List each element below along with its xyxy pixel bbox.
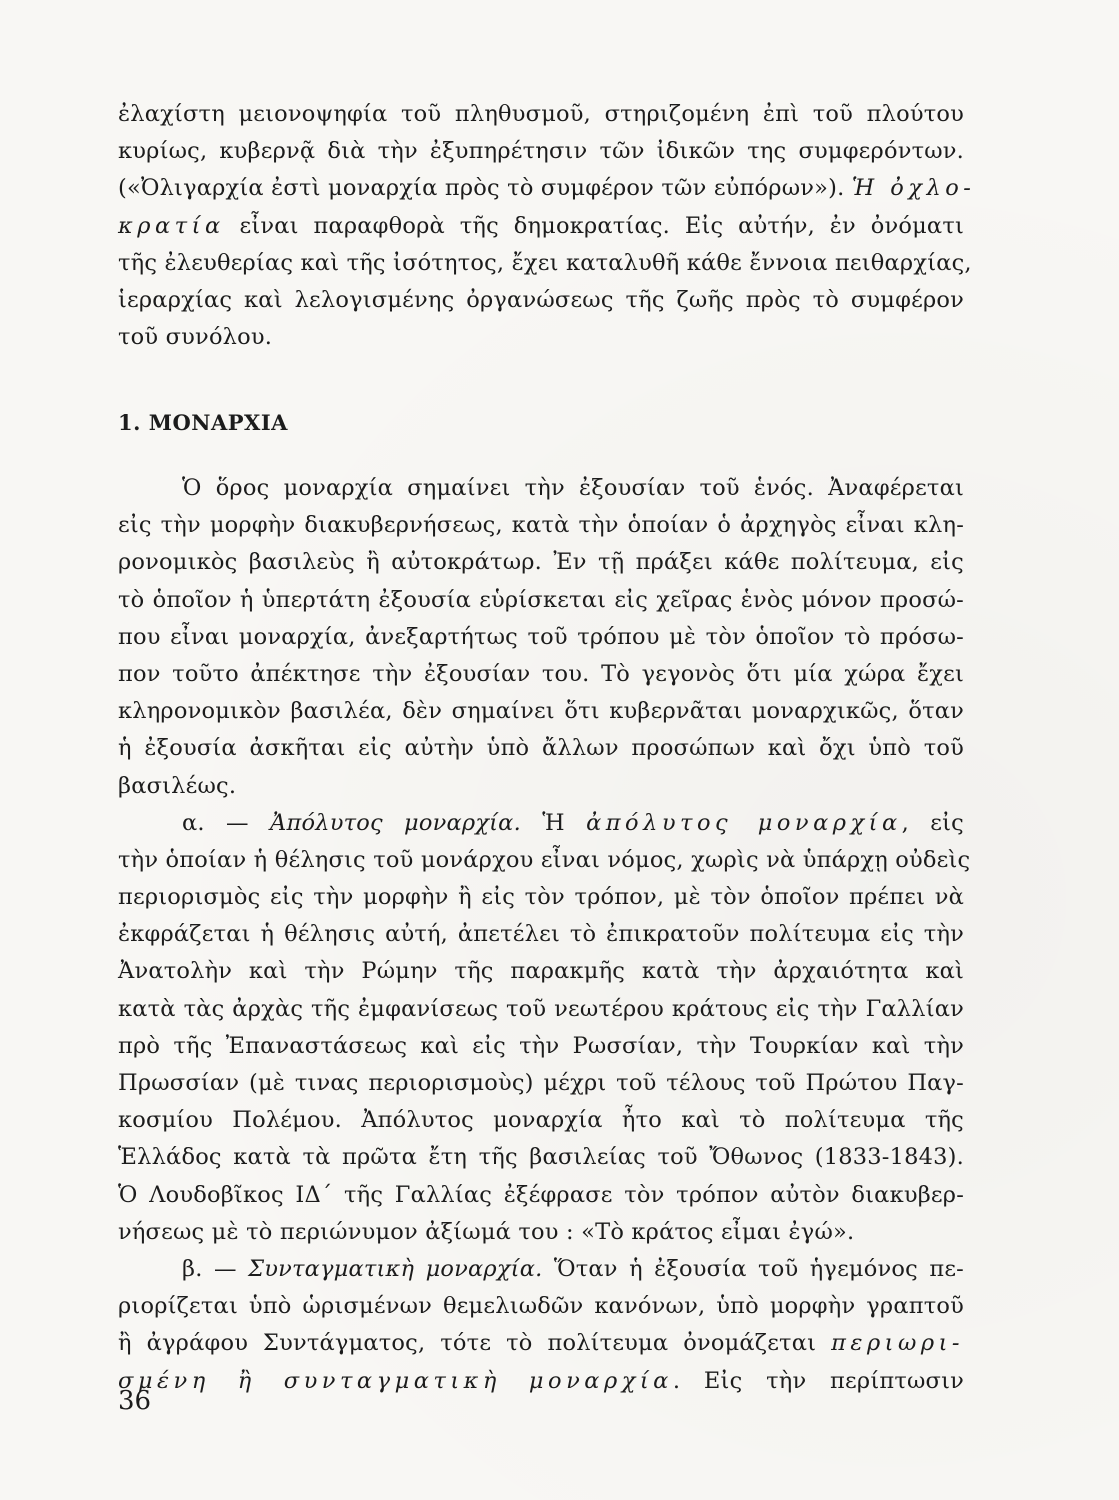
text-line bbox=[118, 1325, 964, 1362]
text-line: Ἀνατολὴν καὶ τὴν Ρώμην τῆς παρακμῆς κατὰ τὴν ἀρχαιότητα καὶ bbox=[118, 958, 964, 985]
text-line: Ὁ ὅρος μοναρχία σημαίνει τὴν ἐξουσίαν τοῦ ἑνός. Ἀναφέρεται bbox=[182, 475, 964, 501]
text-line bbox=[118, 805, 964, 842]
text-span: , εἰς bbox=[901, 809, 964, 836]
text-span: εἶναι παραφθορὰ τῆς δημοκρατίας. Εἰς αὐτήν, ἐν ὀνόματι bbox=[224, 212, 964, 239]
text-line: ἐλαχίστη μειονοψηφία τοῦ πληθυσμοῦ, στηριζομένη ἐπὶ τοῦ πλούτου bbox=[118, 101, 964, 127]
text-line: Ὁ Λουδοβῖκος ΙΔ΄ τῆς Γαλλίας ἐξέφρασε τὸν τρόπον αὐτὸν διακυβερ- bbox=[118, 1181, 964, 1208]
text-line: εἰς τὴν μορφὴν διακυβερνήσεως, κατὰ τὴν ὁποίαν ὁ ἀρχηγὸς εἶναι κλη- bbox=[118, 512, 964, 539]
subsection-label: α. — bbox=[182, 809, 271, 836]
text-span: Ὅταν ἡ ἐξουσία τοῦ ἡγεμόνος πε- bbox=[542, 1255, 964, 1282]
text-line bbox=[118, 208, 964, 245]
text-line: πον τοῦτο ἀπέκτησε τὴν ἐξουσίαν του. Τὸ γεγονὸς ὅτι μία χώρα ἔχει bbox=[118, 660, 964, 687]
text-line: ἱεραρχίας καὶ λελογισμένης ὀργανώσεως τῆς ζωῆς πρὸς τὸ συμφέρον bbox=[118, 286, 964, 313]
text-span: («Ὀλιγαρχία ἐστὶ μοναρχία πρὸς τὸ συμφέρον τῶν εὐπόρων»). bbox=[118, 175, 852, 202]
intro-paragraph bbox=[118, 96, 976, 356]
text-line: ριορίζεται ὑπὸ ὡρισμένων θεμελιωδῶν κανόνων, ὑπὸ μορφὴν γραπτοῦ bbox=[118, 1293, 964, 1320]
page-number: 36 bbox=[118, 1386, 152, 1416]
text-line: ρονομικὸς βασιλεὺς ἢ αὐτοκράτωρ. Ἐν τῇ πράξει κάθε πολίτευμα, εἰς bbox=[118, 549, 964, 576]
text-line: πρὸ τῆς Ἐπαναστάσεως καὶ εἰς τὴν Ρωσσίαν, τὴν Τουρκίαν καὶ τὴν bbox=[118, 1032, 964, 1059]
text-line: τὴν ὁποίαν ἡ θέλησις τοῦ μονάρχου εἶναι νόμος, χωρὶς νὰ ὑπάρχῃ οὐδεὶς bbox=[118, 846, 971, 873]
text-line: περιορισμὸς εἰς τὴν μορφὴν ἢ εἰς τὸν τρόπον, μὲ τὸν ὁποῖον πρέπει νὰ bbox=[118, 884, 964, 911]
spaced-term: Ἡ ὀχλο- bbox=[851, 175, 976, 202]
text-line: Ἑλλάδος κατὰ τὰ πρῶτα ἔτη τῆς βασιλείας τοῦ Ὄθωνος (1833-1843). bbox=[118, 1144, 964, 1171]
text-line: που εἶναι μοναρχία, ἀνεξαρτήτως τοῦ τρόπου μὲ τὸν ὁποῖον τὸ πρόσω- bbox=[118, 623, 964, 650]
section-heading: 1. ΜΟΝΑΡΧΙΑ bbox=[118, 410, 288, 435]
subsection-label: β. — bbox=[182, 1255, 249, 1282]
text-line: ἐκφράζεται ἡ θέλησις αὐτή, ἀπετέλει τὸ ἐπικρατοῦν πολίτευμα εἰς τὴν bbox=[118, 921, 964, 948]
text-line: Πρωσσίαν (μὲ τινας περιορισμοὺς) μέχρι τοῦ τέλους τοῦ Πρώτου Παγ- bbox=[118, 1070, 964, 1096]
text-line bbox=[118, 1363, 964, 1400]
text-span: Ἡ bbox=[520, 809, 587, 836]
text-line: κατὰ τὰς ἀρχὰς τῆς ἐμφανίσεως τοῦ νεωτέρου κράτους εἰς τὴν Γαλλίαν bbox=[118, 995, 964, 1022]
text-span: . Εἰς τὴν περίπτωσιν bbox=[672, 1367, 964, 1394]
spaced-term: κρατία bbox=[118, 212, 225, 239]
text-span: ἢ ἀγράφου Συντάγματος, τότε τὸ πολίτευμα ὀνομάζεται bbox=[118, 1330, 832, 1357]
text-line: κυρίως, κυβερνᾷ διὰ τὴν ἐξυπηρέτησιν τῶν ἰδικῶν της συμφερόντων. bbox=[118, 138, 964, 165]
text-line: κοσμίου Πολέμου. Ἀπόλυτος μοναρχία ἦτο καὶ τὸ πολίτευμα τῆς bbox=[118, 1107, 964, 1134]
text-line: νήσεως μὲ τὸ περιώνυμον ἀξίωμά του : «Τὸ κράτος εἶμαι ἐγώ». bbox=[118, 1218, 855, 1245]
text-line: ἡ ἐξουσία ἀσκῆται εἰς αὐτὴν ὑπὸ ἄλλων προσώπων καὶ ὄχι ὑπὸ τοῦ bbox=[118, 735, 964, 762]
text-line bbox=[118, 1251, 964, 1288]
text-line: τοῦ συνόλου. bbox=[118, 324, 273, 351]
text-line: τὸ ὁποῖον ἡ ὑπερτάτη ἐξουσία εὑρίσκεται εἰς χεῖρας ἑνὸς μόνον προσώ- bbox=[118, 586, 964, 613]
text-line: τῆς ἐλευθερίας καὶ τῆς ἰσότητος, ἔχει καταλυθῆ κάθε ἔννοια πειθαρχίας, bbox=[118, 249, 972, 276]
text-line bbox=[118, 170, 976, 207]
spaced-term: περιωρι- bbox=[831, 1330, 964, 1357]
monarchy-body bbox=[118, 470, 971, 1400]
text-line: κληρονομικὸν βασιλέα, δὲν σημαίνει ὅτι κυβερνᾶται μοναρχικῶς, ὅταν bbox=[118, 698, 964, 725]
subsection-title: Ἀπόλυτος μοναρχία. bbox=[270, 809, 521, 836]
text-line: βασιλέως. bbox=[118, 772, 237, 799]
spaced-term: σμένη ἢ συνταγματικὴ μοναρχία bbox=[118, 1367, 673, 1394]
spaced-term: ἀπόλυτος μοναρχία bbox=[586, 809, 902, 836]
subsection-title: Συνταγματικὴ μοναρχία. bbox=[248, 1255, 543, 1282]
